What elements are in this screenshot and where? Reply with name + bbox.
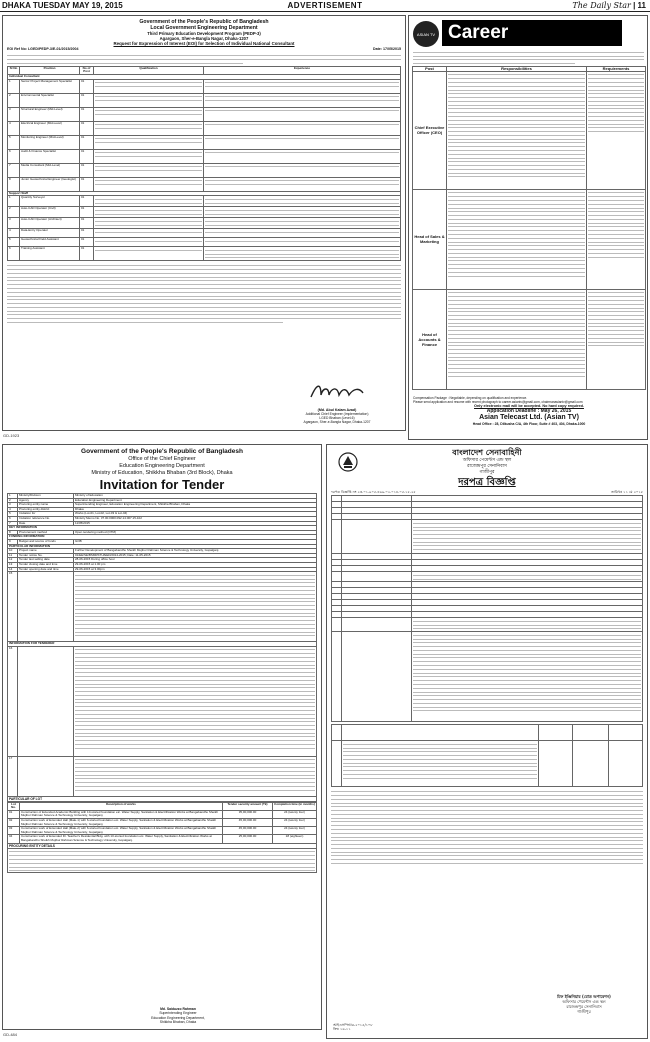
- army-emblem-icon: [337, 451, 359, 473]
- section-row: FUNDING INFORMATION: [8, 535, 317, 540]
- lged-eoi-ad: [2, 15, 406, 431]
- table-row: 14 Tender opening date and time 29-06-2015 at 3.00pm: [8, 567, 317, 572]
- table-row: 4 Procuring entity district Dhaka: [8, 507, 317, 512]
- table-row: 6 Audit & Finance Specialist 01: [8, 149, 401, 163]
- table-header: Post Responsibilities Requirements: [413, 67, 646, 72]
- table-row: 5 Geotechnical Field Assistant 01: [8, 238, 401, 247]
- ad-address: Agargaon, Sher-e-Bangla Nagar, Dhaka-1207: [159, 36, 249, 41]
- table-row: 5 Invitation for Works (Lot-01, Lot-02, Lot-03 & Lot-04): [8, 512, 317, 517]
- work-table: [331, 724, 643, 787]
- tender-ref: দরপত্র বিজ্ঞপ্তি নং ২৩.০১.৯০৫.৪৬৯.০২.০১৪.০৫.১৫.২৫: [331, 490, 416, 494]
- table-row: 01 Construction of Extended Academic Building with 10-storied foundation etc. Water Supply, Sanitation & Electrification Works at Bangabandhu Sheikh Mujibur Rahman Science & Technology University, Gopalganj. 35,00,000.00 24 (twenty four): [8, 810, 317, 818]
- conditions-text: [331, 789, 643, 864]
- eoi-body-text: [7, 263, 401, 323]
- table-row: 13 Tender closing date and time 29-06-2015 at 1.00 pm: [8, 562, 317, 567]
- table-row: 2 Auto-CAD Operator (Civil) 01: [8, 207, 401, 218]
- section-row: PROCURING ENTITY DETAILS: [7, 844, 317, 849]
- army-tender-ad: [326, 444, 648, 1039]
- table-row: 3 Structural Engineer (Mid-Level) 01: [8, 107, 401, 121]
- table-row: 7 Date 11/05/2015: [8, 521, 317, 526]
- lot-table: [7, 802, 317, 844]
- table-row: 1 Senior Project Management Specialist 01: [8, 79, 401, 93]
- tender-info-table: [7, 493, 317, 797]
- ad-code-2: ক্রিঃ ১৬-১১: [333, 1027, 351, 1032]
- table-row: 3 Procuring entity name Superintending Engineer, Education Engineering Department, Shikkha Bhaban, Dhaka: [8, 503, 317, 508]
- section-row: Support Staff: [8, 191, 401, 196]
- section-row: PARTICULAR OF LOT: [7, 797, 317, 802]
- table-row: 12 Tender last selling date 28-06-2015 During office hour: [8, 558, 317, 563]
- table-row: 10 Project name Further Development of Bangabandhu Sheikh Mujibur Rahman Science & Technology University, Gopalganj.: [8, 549, 317, 554]
- table-row: 1 Ministry/Division Ministry of Education: [8, 494, 317, 499]
- head-office: Head Office : 28, Dilkusha C/A, 4th Floor, Suite # 403, 404, Dhaka-1000: [472, 422, 586, 426]
- eoi-date: Date: 17/05/2015: [373, 47, 401, 51]
- ad-code: GD-1923: [3, 433, 20, 438]
- ad-office: Office of the Chief Engineer: [128, 456, 196, 462]
- apply-text: Please send application and resume with recent photograph to career.asiantv@gmail.com, chairmanasiantv@gmail.com: [413, 400, 583, 404]
- signature-icon: [307, 381, 367, 403]
- career-table: [412, 66, 646, 390]
- table-row: Chief Executive Officer (CEO): [413, 71, 646, 189]
- table-row: 03 Construction work of Extended Hall (Male-2) with 6-storied foundation etc. Water Supply, Sanitation & Electrification Works at Bangabandhu Sheikh Mujibur Rahman Science & Technology University, Gopalganj. 45,00,000.00 24 (twenty four): [8, 827, 317, 835]
- ad-org: Local Government Engineering Department: [150, 25, 258, 31]
- table-row: 8 Junior Geotechnical Engineer (Geologist) 01: [8, 177, 401, 191]
- company-name: Asian Telecast Ltd. (Asian TV): [479, 414, 579, 421]
- intro-text: [413, 49, 644, 65]
- table-row: 11 Tender notice No. 01/EE/SE/BSMRSTU/EED/2014-2015; Date: 11-05-2015: [8, 553, 317, 558]
- table-row: 2 Environmental Specialist 01: [8, 93, 401, 107]
- tender-info-table: [331, 495, 643, 722]
- table-row: 4 Data-Entry Operator 01: [8, 229, 401, 238]
- ad-sub2: রাজেন্দ্রপুর সেনানিবাস: [467, 464, 507, 469]
- tender-date: তারিখঃ ১১ মে ২০১৫: [611, 490, 643, 494]
- table-row: 02 Construction work of Extended Hall (Male-1) with 6-storied foundation etc. Water Supply, Sanitation & Electrification Works at Bangabandhu Sheikh Mujibur Rahman Science & Technology University, Gopalganj. 45,00,000.00 24 (twenty four): [8, 819, 317, 827]
- issue-date: DHAKA TUESDAY MAY 19, 2015: [2, 1, 123, 10]
- table-row: Head of Accounts & Finance: [413, 289, 646, 389]
- ad-code: GD-484: [3, 1032, 18, 1037]
- eed-tender-ad: [2, 444, 322, 1030]
- asiantv-logo-icon: ASIAN TV: [413, 21, 439, 47]
- table-row: 4 Electrical Engineer (Mid-Level) 01: [8, 121, 401, 135]
- table-row: 8 Procurement method Open tendering method (OTM): [8, 530, 317, 535]
- tender-banner: Invitation for Tender: [99, 477, 225, 492]
- ad-title: Government of the People's Republic of Bangladesh: [139, 19, 269, 25]
- table-row: 15: [8, 572, 317, 642]
- ad-code: আইএসপিআর-২০১৫/১০৮: [333, 1022, 373, 1027]
- ad-subtitle: Request for Expression of Interest (EOI) for Selection of Individual National Consultant: [113, 41, 295, 46]
- table-row: 17: [8, 756, 317, 796]
- official-details: [7, 849, 317, 873]
- ad-sub3: গাজীপুর: [479, 470, 495, 475]
- table-row: 04 Construction work of Extended Dr. Teacher's Residential Bldg. with 10-storied foundation etc. Water Supply, Sanitation & Electrification Works at Bangabandhu Sheikh Mujibur Rahman Science & Technology University, Gopalganj. 25,00,000.00 18 (eighteen): [8, 835, 317, 843]
- section-row: Individual Consultant: [8, 74, 401, 79]
- ad-sub1: অফিসার পেমেন্টস এন্ড স্থল: [462, 458, 512, 463]
- ad-program: Third Primary Education Development Program (PEDP-3): [147, 31, 261, 36]
- table-row: 5 Monitoring Engineer (Mid-Level) 01: [8, 135, 401, 149]
- page-header: [0, 0, 650, 12]
- section-row: KEY INFORMATION: [8, 526, 317, 531]
- compensation-text: Compensation Package : Negotiable, depending on qualification and experience.: [413, 396, 528, 400]
- table-row: 3 Auto-CAD Operator (Architect) 01: [8, 218, 401, 229]
- table-row: 6 Invitation reference No. Ministry Memo No. 37.00.0000.092.14.007.15-102: [8, 516, 317, 521]
- intro-text: [7, 53, 401, 64]
- ad-title: Government of the People's Republic of Bangladesh: [81, 448, 243, 455]
- table-row: 16: [8, 646, 317, 756]
- eoi-ref: EOI Ref No: LGED/PEDP-3/E-01/2015/2004: [7, 47, 79, 51]
- table-row: 1 Quantity Surveyor 01: [8, 196, 401, 207]
- asiantv-career-ad: [408, 15, 648, 440]
- email-only-text: Only electronic mail will be accepted. No hard copy required.: [474, 404, 584, 408]
- ad-dept: Education Engineering Department: [119, 463, 205, 469]
- ad-org: বাংলাদেশ সেনাবাহিনী: [452, 448, 522, 457]
- section-row: INFORMATION FOR TENDERER: [8, 642, 317, 647]
- deadline-text: Application Deadline : May 26, 2015: [486, 408, 572, 414]
- table-header: Sl No Position No of Post Qualification Experience: [8, 66, 401, 74]
- table-row: Head of Sales & Marketing: [413, 189, 646, 289]
- table-row: 6 Training Assistant 01: [8, 247, 401, 261]
- signature-block: Md. Saiduzzo Rahman Superintending Engineer Education Engineering Department, Shikkha Bhaban, Dhaka: [151, 1007, 205, 1024]
- tender-banner: দরপত্র বিজ্ঞপ্তি: [458, 477, 516, 488]
- masthead: The Daily Star | 11: [572, 1, 646, 10]
- table-row: 2 Agency Education Engineering Department: [8, 498, 317, 503]
- table-row: 7 Media Consultant (Mid-Level) 01: [8, 163, 401, 177]
- table-header: Lot No. Description of works Tender security amount (Tk) Completion time (in months): [8, 802, 317, 810]
- table-row: 9 Budget and source of funds GOB: [8, 539, 317, 544]
- career-banner: Career Opportunity: [442, 20, 622, 46]
- section-row: PARTICULAR INFORMATION: [8, 544, 317, 549]
- positions-table: [7, 66, 401, 261]
- signature-block: (Md. Abul Kalam Azad) Additional Chief Engineer (Implementation) LGED Bhaban (Level-6) Agargaon, Sher-e-Bangla Nagar, Dhaka-1207: [277, 381, 397, 424]
- section-title: ADVERTISEMENT: [287, 1, 363, 10]
- signature-block: চিফ ইঞ্জিনিয়ার (রোড অপারেশন) অফিসার পেমেন্টস এন্ড স্থল রাজেন্দ্রপুর সেনানিবাস গাজীপুর: [557, 994, 611, 1014]
- ad-ministry: Ministry of Education, Shikkha Bhaban (3rd Block), Dhaka: [91, 470, 233, 476]
